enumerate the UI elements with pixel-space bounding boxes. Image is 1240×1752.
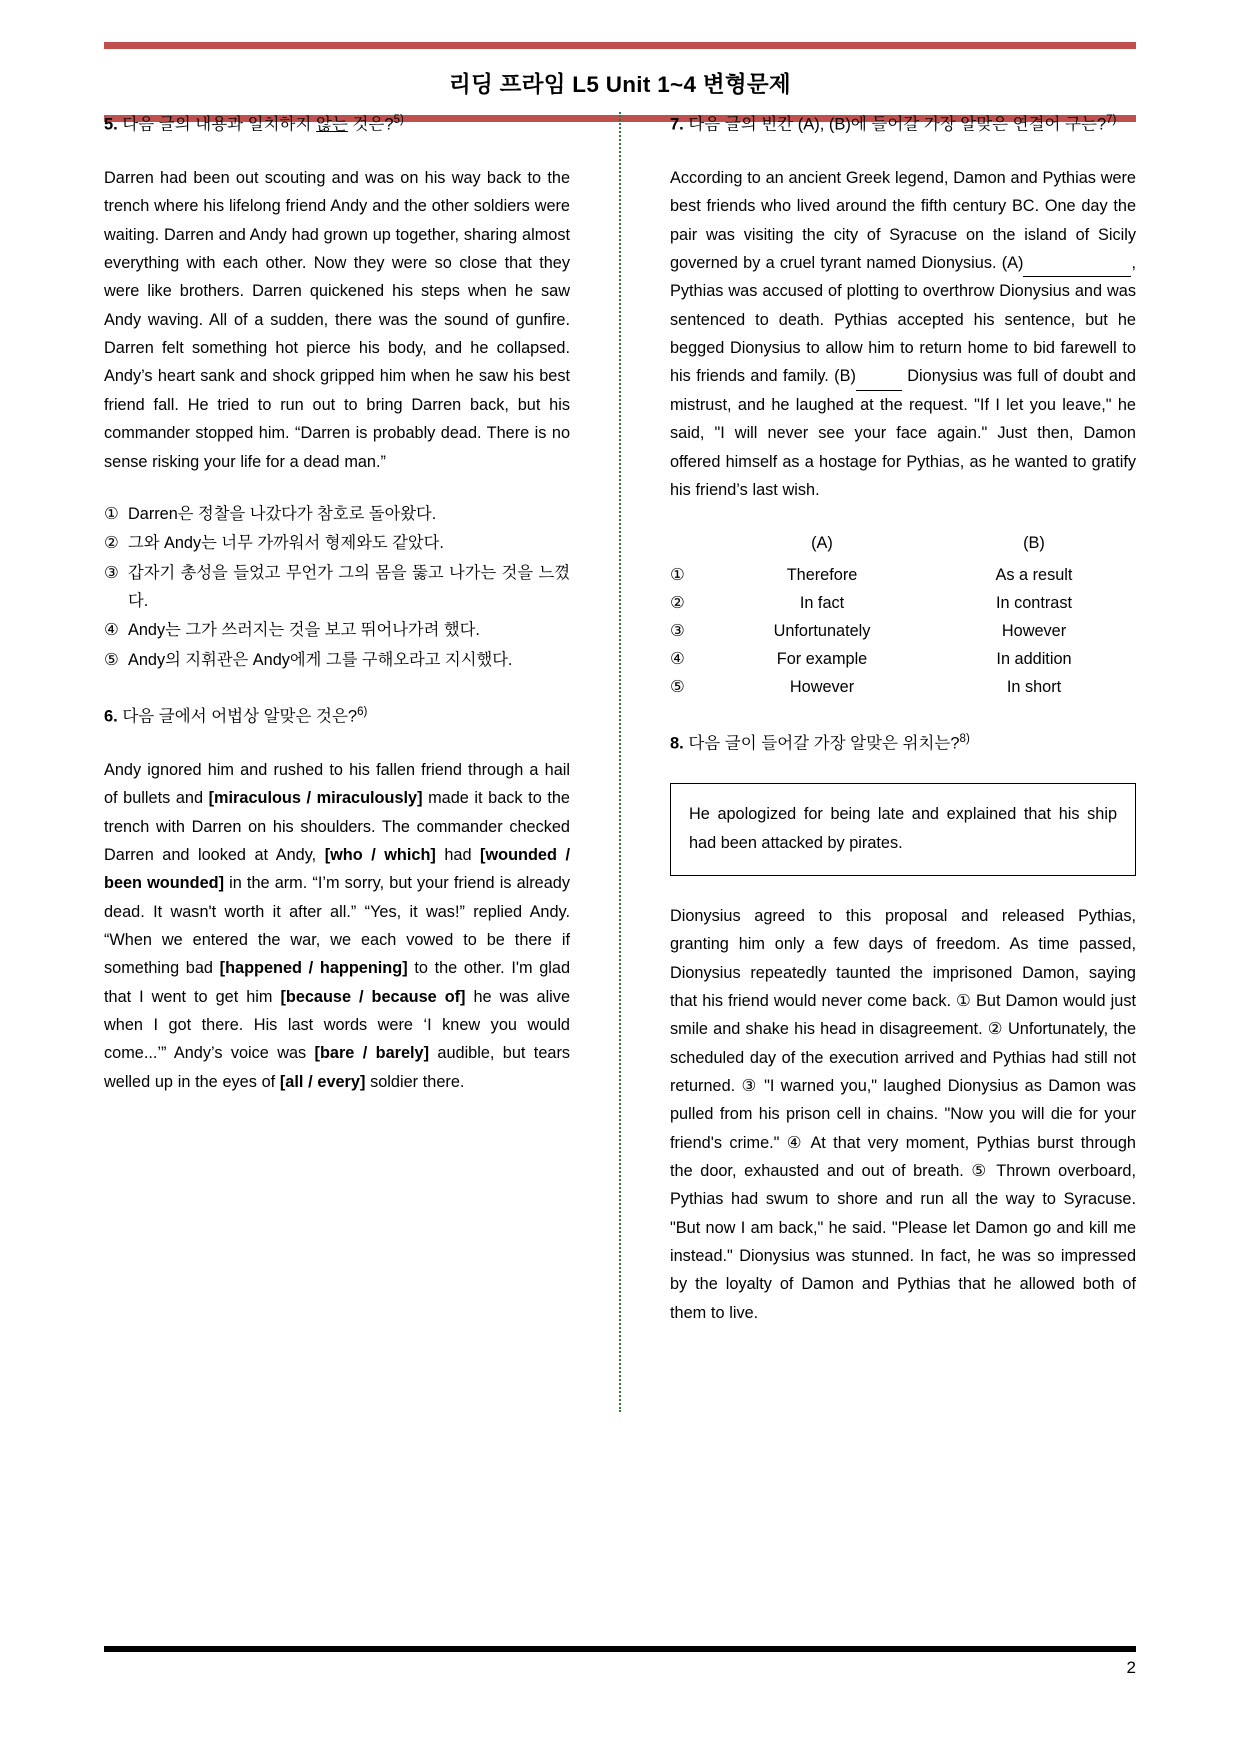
row-marker: ⑤ — [670, 678, 685, 697]
grammar-choice[interactable]: [miraculous / miraculously] — [208, 789, 423, 808]
grammar-choice[interactable]: [because / because of] — [280, 987, 466, 1006]
passage-text: audible, but tears welled up in the eyes of — [104, 1044, 571, 1091]
question-6-number: 6. — [104, 707, 118, 726]
blank-b — [856, 374, 902, 390]
question-5-stem-before: 다음 글의 내용과 일치하지 — [117, 115, 317, 134]
table-row[interactable] — [670, 673, 1136, 701]
grammar-choice[interactable]: [bare / barely] — [314, 1044, 430, 1063]
table-header-row — [670, 530, 1136, 561]
choice-text: Andy는 그가 쓰러지는 것을 보고 뛰어나가려 했다. — [128, 621, 480, 640]
choice-item[interactable] — [104, 616, 570, 644]
table-row[interactable] — [670, 645, 1136, 673]
right-column — [670, 112, 1136, 1482]
page-title: 리딩 프라임 L5 Unit 1~4 변형문제 — [449, 72, 791, 97]
question-5-number: 5. — [104, 115, 118, 134]
cell-a: In fact — [799, 593, 845, 612]
cell-b: However — [1001, 621, 1067, 640]
cell-a: For example — [776, 649, 868, 668]
question-7-number: 7. — [670, 115, 684, 134]
choice-text: 갑자기 총성을 들었고 무언가 그의 몸을 뚫고 나가는 것을 느꼈다. — [128, 563, 570, 610]
question-5-choices — [104, 500, 570, 674]
page-number: 2 — [1126, 1658, 1136, 1677]
choice-item[interactable] — [104, 559, 570, 616]
grammar-choice[interactable]: [all / every] — [279, 1072, 366, 1091]
question-6-stem: 다음 글에서 어법상 알맞은 것은? — [117, 707, 358, 726]
choice-item[interactable] — [104, 529, 570, 557]
choice-item[interactable] — [104, 500, 570, 528]
page-header — [104, 42, 1136, 122]
question-8-stem: 다음 글이 들어갈 가장 알맞은 위치는? — [683, 734, 960, 753]
question-5-stem-after: 것은? — [347, 115, 394, 134]
passage-text: in the arm. “I’m sorry, but your friend is already dead. It wasn't worth it after all.” “Yes, it was!” replied Andy. “When we entered the war, we each vowed to be there if something bad — [104, 874, 570, 978]
cell-b: As a result — [995, 565, 1073, 584]
question-6-heading — [104, 704, 570, 730]
question-6-footnote: 6) — [357, 705, 368, 718]
cell-b: In addition — [996, 649, 1072, 668]
blank-a — [1023, 261, 1131, 277]
table-row[interactable] — [670, 561, 1136, 589]
header-blank-cell — [670, 530, 712, 561]
question-7-passage — [670, 164, 1136, 504]
choice-marker: ④ — [104, 621, 119, 640]
choice-text: Darren은 정찰을 나갔다가 참호로 돌아왔다. — [128, 504, 437, 523]
grammar-choice[interactable]: [happened / happening] — [219, 959, 408, 978]
content-columns — [104, 112, 1136, 1482]
question-7-passage-part2: , Pythias was accused of plotting to overthrow Dionysius and was sentenced to death. Pythias accepted his sentence, but he begged Dionysius to allow him to return home to bid farewell to his friends and family. (B) — [670, 254, 1136, 386]
footer-rule — [104, 1646, 1136, 1652]
question-5-passage: Darren had been out scouting and was on his way back to the trench where his lifelong friend Andy and the other soldiers were waiting. Darren and Andy had grown up together, sharing almost everything with each other. Now they were so close that they were like brothers. Darren quickened his steps when he saw Andy waving. All of a sudden, there was the sound of gunfire. Darren felt something hot pierce his body, and he collapsed. Andy’s heart sank and shock gripped him when he saw his best friend fall. He tried to run out to bring Darren back, but his commander stopped him. “Darren is probably dead. There is no sense risking your life for a dead man.” — [104, 169, 570, 471]
question-7-heading — [670, 112, 1136, 138]
choice-marker: ⑤ — [104, 650, 119, 669]
question-7-answer-table — [670, 530, 1136, 701]
choice-marker: ② — [104, 534, 119, 553]
column-divider — [619, 112, 621, 1412]
question-7-footnote: 7) — [1106, 114, 1117, 126]
question-8-insert-box: He apologized for being late and explained that his ship had been attacked by pirates. — [670, 783, 1136, 876]
cell-a: Unfortunately — [773, 621, 871, 640]
column-header-b: (B) — [1023, 534, 1045, 553]
passage-text: had — [435, 846, 481, 864]
passage-text: he was alive when I got there. His last words were ‘I knew you would come...’” Andy’s voice was — [104, 987, 570, 1063]
header-rule-top — [104, 42, 1136, 49]
row-marker: ③ — [670, 622, 685, 641]
question-7-passage-part3: Dionysius was full of doubt and mistrust, and he laughed at the request. "If I let you leave," he said, "I will never see your face again." Just then, Damon offered himself as a hostage for Pythias, as he wanted to gratify his friend’s last wish. — [670, 367, 1136, 499]
question-8-heading — [670, 731, 1136, 757]
column-header-a: (A) — [811, 534, 833, 553]
passage-text: Andy ignored him and rushed to his fallen friend through a hail of bullets and — [104, 760, 570, 808]
grammar-choice[interactable]: [who / which] — [324, 846, 436, 864]
choice-text: 그와 Andy는 너무 가까워서 형제와도 같았다. — [128, 534, 444, 553]
question-5-heading — [104, 112, 570, 138]
cell-b: In short — [1006, 677, 1062, 696]
question-5-stem-underlined: 않는 — [316, 115, 348, 134]
row-marker: ① — [670, 566, 685, 585]
question-7-passage-part1: According to an ancient Greek legend, Damon and Pythias were best friends who lived around the fifth century BC. One day the pair was visiting the city of Syracuse on the island of Sicily governed by a cruel tyrant named Dionysius. (A) — [670, 169, 1136, 273]
question-5-footnote: 5) — [393, 114, 404, 126]
row-marker: ④ — [670, 650, 685, 669]
choice-text: Andy의 지휘관은 Andy에게 그를 구해오라고 지시했다. — [128, 650, 513, 669]
cell-b: In contrast — [995, 593, 1073, 612]
choice-marker: ③ — [104, 563, 119, 582]
cell-a: However — [789, 677, 855, 696]
question-8-number: 8. — [670, 734, 684, 753]
question-7-stem: 다음 글의 빈칸 (A), (B)에 들어갈 가장 알맞은 연결어 구는? — [683, 115, 1107, 134]
cell-a: Therefore — [786, 565, 858, 584]
question-8-footnote: 8) — [959, 733, 970, 746]
table-row[interactable] — [670, 589, 1136, 617]
table-row[interactable] — [670, 617, 1136, 645]
question-8-passage: Dionysius agreed to this proposal and released Pythias, granting him only a few days of freedom. As time passed, Dionysius repeatedly taunted the imprisoned Damon, saying that his friend would never come back. ① But Damon would just smile and shake his head in disagreement. ② Unfortunately, the scheduled day of the execution arrived and Pythias had still not returned. ③ "I warned you," laughed Dionysius as Damon was pulled from his prison cell in chains. "Now you will die for your friend's crime." ④ At that very moment, Pythias burst through the door, exhausted and out of breath. ⑤ Thrown overboard, Pythias had swum to shore and run all the way to Syracuse. "But now I am back," he said. "Please let Damon go and kill me instead." Dionysius was stunned. In fact, he was so impressed by the loyalty of Damon and Pythias that he allowed both of them to live. — [670, 906, 1136, 1322]
passage-text: made it back to the trench with Darren on his shoulders. The commander checked Darren and looked at Andy, — [104, 789, 570, 864]
passage-text: to the other. I'm glad that I went to get him — [104, 959, 570, 1006]
row-marker: ② — [670, 594, 685, 613]
choice-marker: ① — [104, 504, 119, 523]
question-6-passage — [104, 756, 570, 1096]
grammar-choice[interactable]: [wounded / been wounded] — [104, 846, 570, 893]
choice-item[interactable] — [104, 646, 570, 674]
left-column — [104, 112, 570, 1482]
passage-text: soldier there. — [365, 1072, 465, 1091]
